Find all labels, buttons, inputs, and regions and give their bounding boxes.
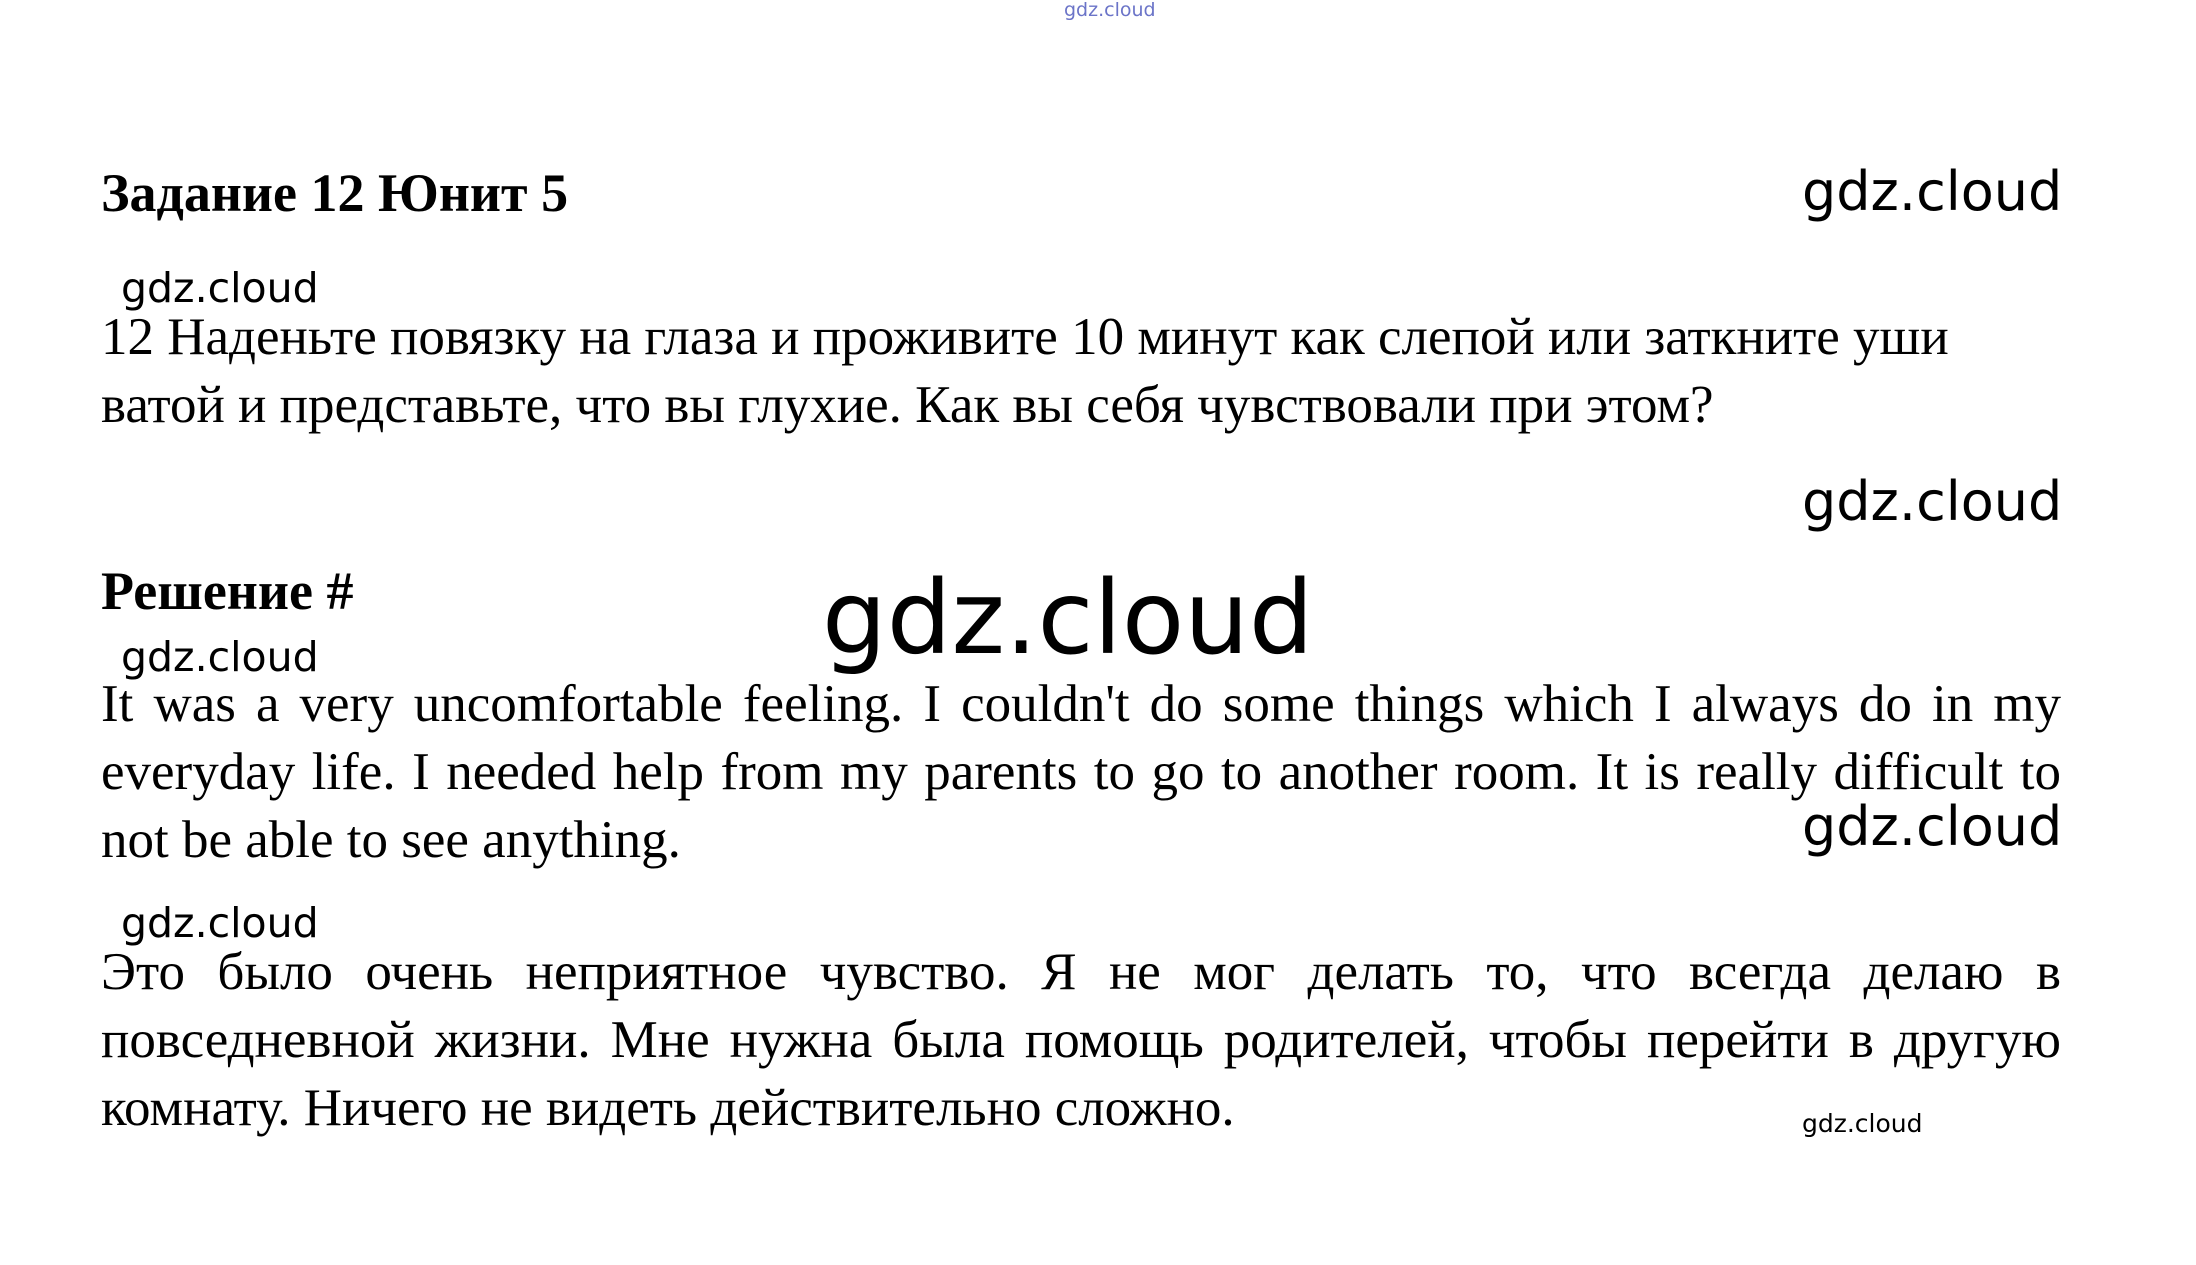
task-text: 12 Наденьте повязку на глаза и проживите 10 минут как слепой или заткните уши ватой и представьте, что вы глухие. Как вы себя чувствовали при этом? [101, 308, 1949, 434]
watermark-left-1: gdz.cloud [121, 264, 319, 312]
solution-russian: Это было очень неприятное чувство. Я не мог делать то, что всегда делаю в повседневной жизни. Мне нужна была помощь родителей, чтобы перейти в другую комнату. Ничего не видеть действительно сложно. [101, 943, 2061, 1137]
watermark-right-1: gdz.cloud [1802, 160, 2063, 223]
watermark-left-3: gdz.cloud [121, 899, 319, 947]
solution-heading: Решение # [101, 561, 354, 621]
watermark-top: gdz.cloud [1064, 0, 1156, 21]
watermark-bottom: gdz.cloud [1802, 1109, 1923, 1138]
task-title: Задание 12 Юнит 5 [101, 163, 569, 223]
watermark-right-2: gdz.cloud [1802, 470, 2063, 533]
solution-english: It was a very uncomfortable feeling. I couldn't do some things which I always do in my everyday life. I needed help from my parents to go to another room. It is really difficult to not be able to see anything. [101, 675, 2061, 869]
watermark-center: gdz.cloud [822, 559, 1314, 678]
watermark-right-3: gdz.cloud [1802, 795, 2063, 858]
watermark-left-2: gdz.cloud [121, 633, 319, 681]
